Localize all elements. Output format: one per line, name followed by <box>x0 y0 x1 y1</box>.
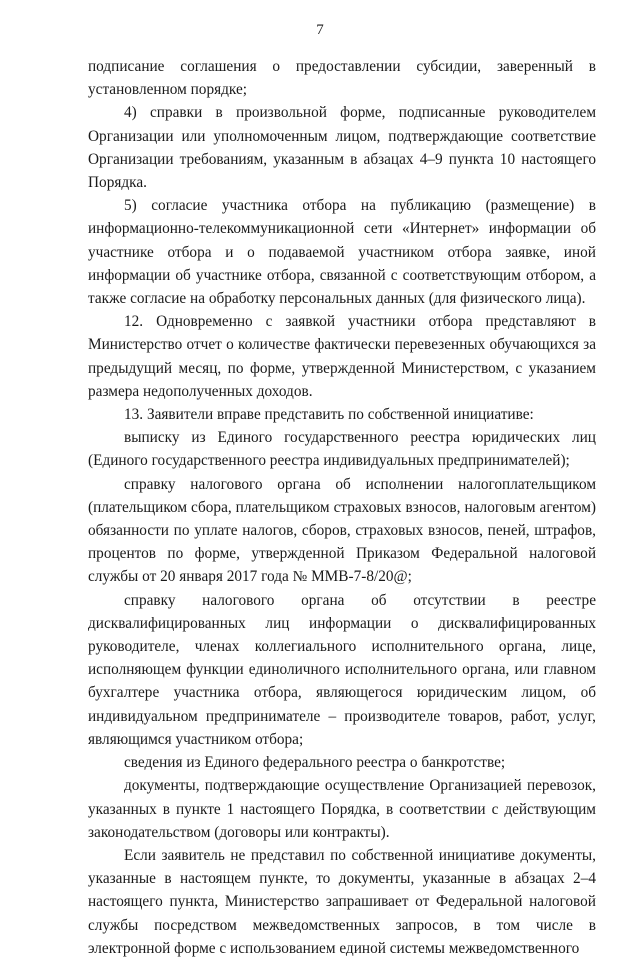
paragraph: подписание соглашения о предоставлении субсидии, заверенный в установленном порядке; <box>88 58 596 99</box>
paragraph: выписку из Единого государственного реестра юридических лиц (Единого государственного реестра индивидуальных предпринимателей); <box>88 429 596 470</box>
paragraph: 4) справки в произвольной форме, подписанные руководителем Организации или уполномоченным лицом, подтверждающие соответствие Организации требованиям, указанным в абзацах 4–9 пункта 10 настоящего Порядка. <box>88 104 596 192</box>
paragraph: документы, подтверждающие осуществление Организацией перевозок, указанных в пункте 1 настоящего Порядка, в соответствии с действующим законодательством (договоры или контракты). <box>88 777 596 841</box>
paragraph: 13. Заявители вправе представить по собственной инициативе: <box>124 406 534 424</box>
paragraph: 5) согласие участника отбора на публикацию (размещение) в информационно-телекоммуникационной сети «Интернет» информации об участнике отбора и о подаваемой участником отбора заявке, иной информации об участнике отбора, связанной с соответствующим отбором, а также согласие на обработку персональных данных (для физического лица). <box>88 197 596 308</box>
paragraph: Если заявитель не представил по собственной инициативе документы, указанные в настоящем пункте, то документы, указанные в абзацах 2–4 настоящего пункта, Министерство запрашивает от Федеральной налоговой службы посредством межведомственных запросов, в том числе в электронной форме с использованием единой системы межведомственного <box>88 846 596 957</box>
paragraph: справку налогового органа об отсутствии в реестре дисквалифицированных лиц информации о дисквалифицированных руководителе, членах коллегиального исполнительного органа, лице, исполняющем функции единоличного исполнительного органа, или главном бухгалтере участника отбора, являющегося юридическим лицом, об индивидуальном предпринимателе – производителе товаров, работ, услуг, являющимся участником отбора; <box>88 591 596 748</box>
document-body <box>88 55 596 960</box>
paragraph: сведения из Единого федерального реестра о банкротстве; <box>124 754 506 772</box>
paragraph: 12. Одновременно с заявкой участники отбора представляют в Министерство отчет о количестве фактически перевезенных обучающихся за предыдущий месяц, по форме, утвержденной Министерством, с указанием размера недополученных доходов. <box>88 313 596 400</box>
page-number: 7 <box>316 22 324 38</box>
paragraph: справку налогового органа об исполнении налогоплательщиком (плательщиком сбора, плательщиком страховых взносов, налоговым агентом) обязанности по уплате налогов, сборов, страховых взносов, пеней, штрафов, процентов по форме, утвержденной Приказом Федеральной налоговой службы от 20 января 2017 года № ММВ-7-8/20@; <box>88 475 596 586</box>
